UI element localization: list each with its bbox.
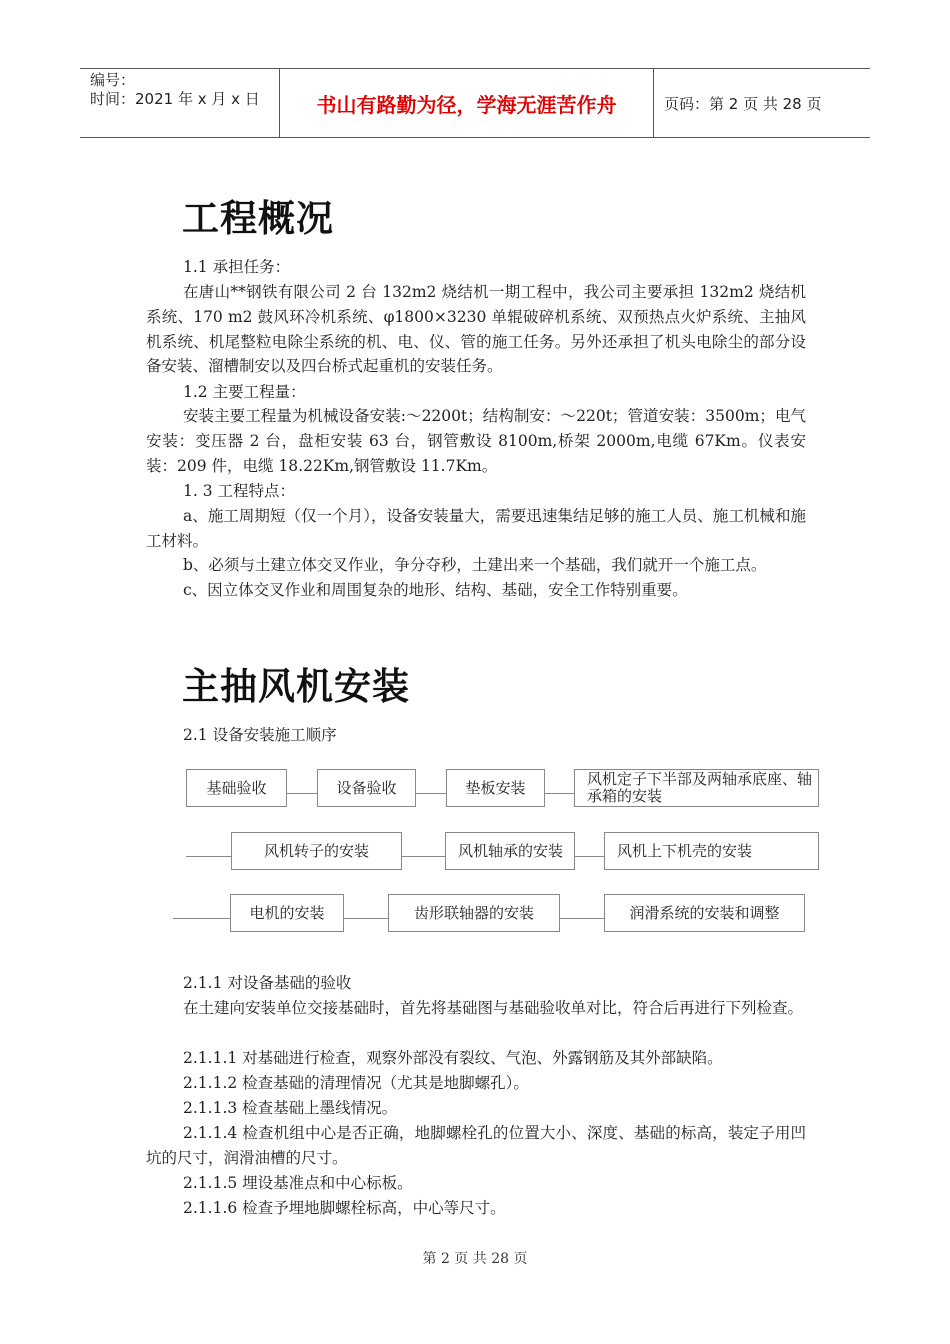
header-date: 时间：2021 年 x 月 x 日 bbox=[90, 90, 260, 108]
flow-connector bbox=[416, 793, 446, 794]
check-item: 2.1.1.4 检查机组中心是否正确，地脚螺栓孔的位置大小、深度、基础的标高，装定子用凹坑的尺寸，润滑油槽的尺寸。 bbox=[146, 1124, 806, 1167]
para-1-2-body: 安装主要工程量为机械设备安装:～2200t；结构制安：～220t；管道安装：3500m；电气安装：变压器 2 台，盘柜安装 63 台，钢管敷设 8100m,桥架 2000m,电缆 67Km。仪表安装：209 件，电缆 18.22Km,钢管敷设 11.7Km。 bbox=[146, 407, 806, 475]
check-item: 2.1.1.5 埋设基准点和中心标板。 bbox=[183, 1174, 413, 1192]
para-2-1-1-head: 2.1.1 对设备基础的验收 bbox=[183, 974, 352, 992]
check-item: 2.1.1.2 检查基础的清理情况（尤其是地脚螺孔）。 bbox=[183, 1074, 529, 1092]
header-number-label: 编号： bbox=[90, 71, 136, 89]
para-1-3-b: b、必须与土建立体交叉作业，争分夺秒，土建出来一个基础，我们就开一个施工点。 bbox=[183, 556, 767, 574]
check-item: 2.1.1.3 检查基础上墨线情况。 bbox=[183, 1099, 398, 1117]
flow-connector bbox=[287, 793, 317, 794]
flow-connector bbox=[545, 793, 574, 794]
flow-connector bbox=[173, 918, 230, 919]
flow-step-bearing-install: 风机轴承的安装 bbox=[445, 832, 575, 870]
check-item: 2.1.1.6 检查予埋地脚螺栓标高，中心等尺寸。 bbox=[183, 1199, 506, 1217]
para-1-1-body: 在唐山**钢铁有限公司 2 台 132m2 烧结机一期工程中，我公司主要承担 132m2 烧结机系统、170 m2 鼓风环冷机系统、φ1800×3230 单辊破碎机系统、双预热点火炉系统、主抽风机系统、机尾整粒电除尘系统的机、电、仪、管的施工任务。另外还承担了机头电除尘的部分设备安装、溜槽制安以及四台桥式起重机的安装任务。 bbox=[146, 283, 806, 376]
flow-step-lubrication-install: 润滑系统的安装和调整 bbox=[604, 894, 805, 932]
para-2-1-head: 2.1 设备安装施工顺序 bbox=[183, 726, 337, 744]
flow-connector bbox=[344, 918, 388, 919]
page-footer: 第 2 页 共 28 页 bbox=[422, 1251, 528, 1267]
para-1-2-head: 1.2 主要工程量： bbox=[183, 383, 306, 401]
para-1-3-head: 1. 3 工程特点： bbox=[183, 482, 296, 500]
header-page-info: 页码：第 2 页 共 28 页 bbox=[664, 94, 822, 113]
flow-step-foundation-acceptance: 基础验收 bbox=[186, 769, 287, 807]
flow-step-rotor-install: 风机转子的安装 bbox=[231, 832, 402, 870]
flow-step-stator-bearing-install: 风机定子下半部及两轴承底座、轴承箱的安装 bbox=[574, 769, 819, 807]
para-1-3-a: a、施工周期短（仅一个月），设备安装量大，需要迅速集结足够的施工人员、施工机械和施工材料。 bbox=[146, 507, 806, 550]
flow-step-coupling-install: 齿形联轴器的安装 bbox=[388, 894, 560, 932]
check-item: 2.1.1.1 对基础进行检查，观察外部没有裂纹、气泡、外露钢筋及其外部缺陷。 bbox=[183, 1049, 723, 1067]
flow-connector bbox=[575, 856, 604, 857]
section-title-overview: 工程概况 bbox=[182, 197, 334, 240]
flow-connector bbox=[402, 856, 445, 857]
header-motto: 书山有路勤为径，学海无涯苦作舟 bbox=[280, 69, 654, 137]
flow-step-shim-install: 垫板安装 bbox=[446, 769, 545, 807]
flow-connector bbox=[186, 856, 231, 857]
header-meta bbox=[80, 69, 280, 137]
flow-connector bbox=[560, 918, 604, 919]
flow-step-equipment-acceptance: 设备验收 bbox=[317, 769, 416, 807]
para-1-3-c: c、因立体交叉作业和周围复杂的地形、结构、基础，安全工作特别重要。 bbox=[183, 581, 688, 599]
para-2-1-1-body: 在土建向安装单位交接基础时，首先将基础图与基础验收单对比，符合后再进行下列检查。 bbox=[183, 999, 804, 1017]
flow-step-motor-install: 电机的安装 bbox=[230, 894, 344, 932]
flow-step-casing-install: 风机上下机壳的安装 bbox=[604, 832, 819, 870]
para-1-1-head: 1.1 承担任务： bbox=[183, 258, 291, 276]
section-title-fan-install: 主抽风机安装 bbox=[182, 665, 410, 708]
page-header bbox=[80, 68, 870, 138]
